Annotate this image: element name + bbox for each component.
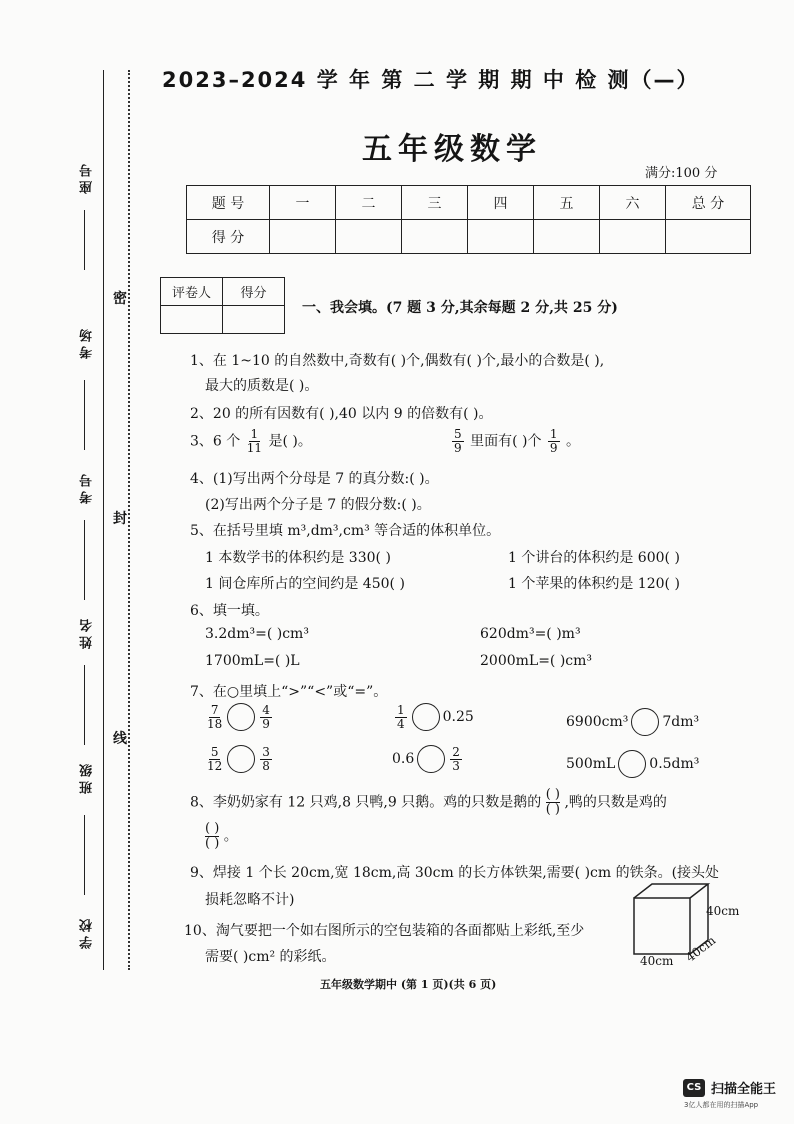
blank-fraction[interactable]: ( ) ( ) bbox=[545, 787, 560, 817]
q7-item-6: 500mL 0.5dm³ bbox=[566, 750, 699, 778]
question-9a: 9、焊接 1 个长 20cm,宽 18cm,高 30cm 的长方体铁架,需要( )cm 的铁条。(接头处 bbox=[190, 865, 720, 881]
room-blank bbox=[84, 380, 85, 450]
score-cell[interactable] bbox=[666, 220, 751, 254]
question-5d: 1 个苹果的体积约是 120( ) bbox=[508, 576, 680, 592]
subject-title: 五年级数学 bbox=[362, 132, 542, 167]
side-label-school: 学校 bbox=[80, 915, 95, 949]
question-7-title: 7、在○里填上“>”“<”或“=”。 bbox=[190, 684, 388, 700]
grader-header: 得分 bbox=[223, 278, 285, 306]
q7-item-2: $\frac{1}{4}$ 0.25 bbox=[397, 702, 474, 731]
score-cell[interactable] bbox=[534, 220, 600, 254]
scanner-logo bbox=[683, 1078, 776, 1097]
score-cell[interactable] bbox=[468, 220, 534, 254]
q3-text-a: 3、6 个 bbox=[190, 433, 241, 450]
binding-dash-right bbox=[128, 70, 130, 970]
q3-text-b: 是( )。 bbox=[268, 433, 312, 450]
seal-mi: 密 bbox=[113, 288, 127, 308]
question-6c: 1700mL=( )L bbox=[205, 653, 300, 669]
fraction: $\frac{5}{9}$ bbox=[454, 427, 462, 455]
name-blank bbox=[84, 665, 85, 745]
compare-circle[interactable] bbox=[631, 708, 659, 736]
score-header-cell: 三 bbox=[402, 186, 468, 220]
question-8: 8、李奶奶家有 12 只鸡,8 只鸭,9 只鹅。鸡的只数是鹅的 ( ) ( ) ,鸭的只数是鸡的 bbox=[190, 787, 667, 817]
grader-cell[interactable] bbox=[161, 306, 223, 334]
score-row-label: 得 分 bbox=[187, 220, 270, 254]
score-header-cell: 题 号 bbox=[187, 186, 270, 220]
score-header-cell: 五 bbox=[534, 186, 600, 220]
question-6b: 620dm³=( )m³ bbox=[480, 626, 581, 642]
fraction: $\frac{4}{9}$ bbox=[262, 702, 270, 731]
scanner-brand: 扫描全能王 bbox=[711, 1082, 777, 1097]
side-label-examno: 考号 bbox=[80, 470, 95, 504]
seal-feng: 封 bbox=[113, 508, 127, 528]
question-4a: 4、(1)写出两个分母是 7 的真分数:( )。 bbox=[190, 471, 439, 487]
side-label-room: 考场 bbox=[80, 325, 95, 359]
question-4b: (2)写出两个分子是 7 的假分数:( )。 bbox=[205, 497, 431, 513]
compare-circle[interactable] bbox=[412, 703, 440, 731]
score-header-cell: 四 bbox=[468, 186, 534, 220]
question-2: 2、20 的所有因数有( ),40 以内 9 的倍数有( )。 bbox=[190, 406, 493, 422]
question-1a: 1、在 1~10 的自然数中,奇数有( )个,偶数有( )个,最小的合数是( ), bbox=[190, 353, 605, 369]
cube-width-label: 40cm bbox=[640, 954, 674, 968]
q7-item-3: 6900cm³ 7dm³ bbox=[566, 708, 699, 736]
question-3-part2 bbox=[450, 428, 580, 455]
question-6d: 2000mL=( )cm³ bbox=[480, 653, 593, 669]
scanner-slogan: 3亿人都在用的扫描App bbox=[684, 1101, 759, 1109]
score-header-cell: 一 bbox=[270, 186, 336, 220]
exam-title: 2023–2024 学 年 第 二 学 期 期 中 检 测（—） bbox=[162, 68, 700, 92]
fraction: $\frac{1}{4}$ bbox=[397, 702, 405, 731]
score-cell[interactable] bbox=[600, 220, 666, 254]
question-1b: 最大的质数是( )。 bbox=[205, 378, 319, 394]
grader-header: 评卷人 bbox=[161, 278, 223, 306]
side-label-class: 班级 bbox=[80, 760, 95, 794]
fraction: $\frac{5}{12}$ bbox=[207, 744, 223, 773]
examno-blank bbox=[84, 520, 85, 600]
full-score: 满分:100 分 bbox=[645, 166, 718, 181]
fraction: $\frac{3}{8}$ bbox=[262, 744, 270, 773]
blank-fraction[interactable]: ( ) ( ) bbox=[205, 821, 220, 851]
page-footer: 五年级数学期中 (第 1 页)(共 6 页) bbox=[320, 978, 497, 991]
q7-item-1 bbox=[205, 703, 274, 731]
cube-depth-label: 40cm bbox=[683, 933, 719, 965]
score-header-cell: 二 bbox=[336, 186, 402, 220]
side-label-name: 姓名 bbox=[80, 615, 95, 649]
question-8-cont: ( ) ( ) 。 bbox=[205, 821, 238, 851]
score-header-cell: 总 分 bbox=[666, 186, 751, 220]
seat-blank bbox=[84, 210, 85, 270]
compare-circle[interactable] bbox=[227, 703, 255, 731]
compare-circle[interactable] bbox=[227, 745, 255, 773]
cs-logo-icon: CS bbox=[683, 1079, 705, 1097]
score-cell[interactable] bbox=[270, 220, 336, 254]
fraction: $\frac{2}{3}$ bbox=[452, 744, 460, 773]
score-header-cell: 六 bbox=[600, 186, 666, 220]
question-9b: 损耗忽略不计) bbox=[205, 892, 295, 908]
q7-item-4 bbox=[205, 745, 274, 773]
compare-circle[interactable] bbox=[618, 750, 646, 778]
question-5a: 1 本数学书的体积约是 330( ) bbox=[205, 550, 391, 566]
question-10a: 10、淘气要把一个如右图所示的空包装箱的各面都贴上彩纸,至少 bbox=[184, 923, 585, 939]
score-cell[interactable] bbox=[336, 220, 402, 254]
q7-item-5: 0.6 $\frac{2}{3}$ bbox=[392, 744, 460, 773]
q3-text-d: 。 bbox=[566, 433, 581, 450]
question-6-title: 6、填一填。 bbox=[190, 603, 269, 619]
fraction: $\frac{1}{9}$ bbox=[549, 427, 558, 455]
question-5c: 1 间仓库所占的空间约是 450( ) bbox=[205, 576, 405, 592]
side-label-seat: 座号 bbox=[80, 160, 95, 194]
class-blank bbox=[84, 815, 85, 895]
grader-table bbox=[160, 277, 285, 334]
q3-text-c: 里面有( )个 bbox=[470, 433, 542, 450]
compare-circle[interactable] bbox=[417, 745, 445, 773]
question-3 bbox=[190, 428, 312, 455]
grader-cell[interactable] bbox=[223, 306, 285, 334]
cube-height-label: 40cm bbox=[706, 904, 740, 918]
score-cell[interactable] bbox=[402, 220, 468, 254]
score-table bbox=[186, 185, 751, 254]
fraction: $\frac{1}{11}$ bbox=[246, 427, 262, 455]
binding-line-left bbox=[103, 70, 104, 970]
fraction: $\frac{7}{18}$ bbox=[207, 702, 223, 731]
question-5b: 1 个讲台的体积约是 600( ) bbox=[508, 550, 680, 566]
seal-xian: 线 bbox=[113, 728, 127, 748]
question-10b: 需要( )cm² 的彩纸。 bbox=[205, 949, 336, 965]
question-5-title: 5、在括号里填 m³,dm³,cm³ 等合适的体积单位。 bbox=[190, 523, 501, 539]
section-heading: 一、我会填。(7 题 3 分,其余每题 2 分,共 25 分) bbox=[302, 300, 618, 316]
question-6a: 3.2dm³=( )cm³ bbox=[205, 626, 309, 642]
